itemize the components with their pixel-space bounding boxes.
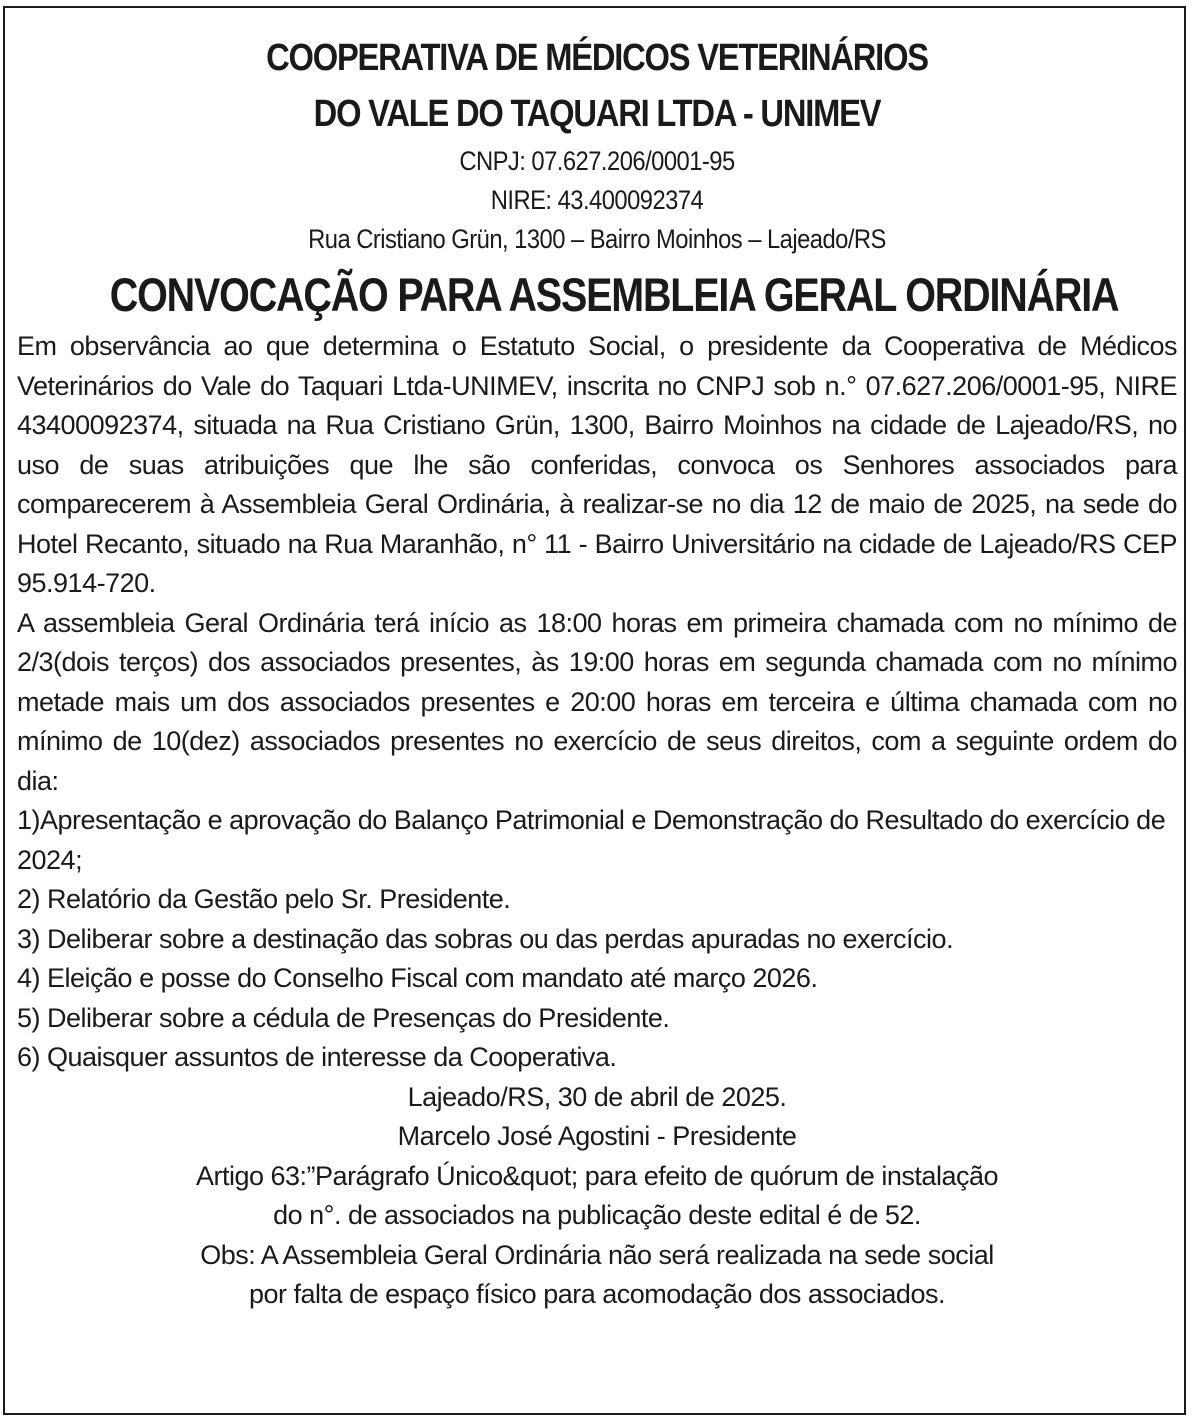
organization-name-line1: COOPERATIVA DE MÉDICOS VETERINÁRIOS (266, 37, 928, 79)
schedule-paragraph: A assembleia Geral Ordinária terá início as 18:00 horas em primeira chamada com no mínimo de 2/3(dois terços) dos associados presentes, às 19:00 horas em segunda chamada com no mínimo metade mais um dos associados presentes e 20:00 horas em terceira e última chamada com no mínimo de 10(dez) associados presentes no exercício de seus direitos, com a seguinte ordem do dia: (17, 607, 1177, 796)
article-note-line1: Artigo 63:”Parágrafo Único&quot; para efeito de quórum de instalação (195, 1160, 998, 1191)
notice-body (17, 327, 1177, 801)
header-block (17, 30, 1177, 259)
notice-content (17, 30, 1177, 1315)
observation-line1: Obs: A Assembleia Geral Ordinária não será realizada na sede social (200, 1239, 994, 1270)
agenda-item-5: 5) Deliberar sobre a cédula de Presenças do Presidente. (17, 1002, 670, 1033)
place-date: Lajeado/RS, 30 de abril de 2025. (407, 1081, 787, 1112)
title-block (17, 267, 1177, 323)
agenda-item-2: 2) Relatório da Gestão pelo Sr. Presidente. (17, 884, 511, 914)
address-text: Rua Cristiano Grün, 1300 – Bairro Moinhos – Lajeado/RS (308, 224, 886, 254)
article-note-line2: do n°. de associados na publicação deste edital é de 52. (273, 1200, 921, 1230)
agenda-item-6: 6) Quaisquer assuntos de interesse da Cooperativa. (17, 1042, 617, 1072)
convocation-paragraph: Em observância ao que determina o Estatuto Social, o presidente da Cooperativa de Médicos Veterinários do Vale do Taquari Ltda-UNIMEV, inscrita no CNPJ sob n.° 07.627.206/0001-95, NIRE 43400092374, situada na Rua Cristiano Grün, 1300, Bairro Moinhos na cidade de Lajeado/RS, no uso de suas atribuições que lhe são conferidas, convoca os Senhores associados para comparecerem à Assembleia Geral Ordinária, à realizar-se no dia 12 de maio de 2025, na sede do Hotel Recanto, situado na Rua Maranhão, n° 11 - Bairro Universitário na cidade de Lajeado/RS CEP 95.914-720. (17, 331, 1177, 598)
observation-line2: por falta de espaço físico para acomodação dos associados. (249, 1279, 945, 1309)
agenda-item-4: 4) Eleição e posse do Conselho Fiscal com mandato até março 2026. (17, 963, 818, 993)
nire-text: NIRE: 43.400092374 (490, 185, 704, 215)
notice-title: CONVOCAÇÃO PARA ASSEMBLEIA GERAL ORDINÁRIA (109, 268, 1119, 321)
signatory: Marcelo José Agostini - Presidente (397, 1121, 797, 1151)
agenda-item-1: 1)Apresentação e aprovação do Balanço Patrimonial e Demonstração do Resultado do exercício de 2024; (17, 805, 1166, 875)
agenda-item-3: 3) Deliberar sobre a destinação das sobras ou das perdas apuradas no exercício. (17, 923, 954, 954)
organization-name-line2: DO VALE DO TAQUARI LTDA - UNIMEV (313, 93, 881, 135)
footer-block (17, 1078, 1177, 1315)
cnpj-text: CNPJ: 07.627.206/0001-95 (459, 146, 735, 176)
agenda-list (17, 801, 1177, 1078)
